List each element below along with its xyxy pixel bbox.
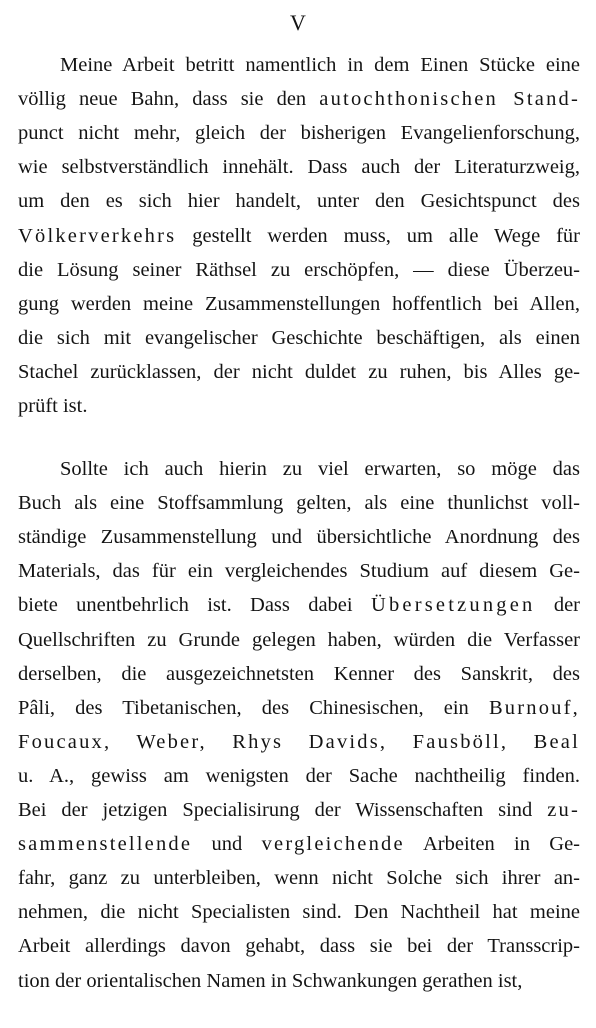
text-run: ständige Zusammenstellung und übersichtliche Anordnung des xyxy=(18,526,580,548)
text-run: der xyxy=(535,594,580,616)
text-line xyxy=(18,929,580,963)
text-run: Arbeit allerdings davon gehabt, dass sie bei der Transscrip- xyxy=(18,935,580,957)
text-run: die sich mit evangelischer Geschichte beschäftigen, als einen xyxy=(18,327,580,349)
text-run: Arbeiten in Ge- xyxy=(404,833,580,855)
spaced-emphasis: autochthonischen Stand- xyxy=(319,88,580,110)
text-run: Sollte ich auch hierin zu viel erwarten, so möge das xyxy=(60,458,580,480)
text-run: und xyxy=(192,833,262,855)
text-run: punct nicht mehr, gleich der bisherigen Evangelienforschung, xyxy=(18,122,580,144)
text-line xyxy=(18,184,580,218)
text-run: fahr, ganz zu unterbleiben, wenn nicht Solche sich ihrer an- xyxy=(18,867,580,889)
text-run: nehmen, die nicht Specialisten sind. Den Nachtheil hat meine xyxy=(18,901,580,923)
text-line xyxy=(18,588,580,622)
text-line xyxy=(18,486,580,520)
text-line xyxy=(18,219,580,253)
text-run: um den es sich hier handelt, unter den Gesichtspunct des xyxy=(18,190,580,212)
text-line xyxy=(18,520,580,554)
spaced-emphasis: vergleichende xyxy=(261,833,405,855)
text-line xyxy=(18,253,580,287)
text-line xyxy=(18,287,580,321)
text-line xyxy=(18,321,580,355)
text-run: Buch als eine Stoffsammlung gelten, als eine thunlichst voll- xyxy=(18,492,580,514)
spaced-emphasis: zu- xyxy=(547,799,580,821)
text-line xyxy=(18,759,580,793)
text-line xyxy=(18,355,580,389)
text-run: die Lösung seiner Räthsel zu erschöpfen, — diese Überzeu- xyxy=(18,259,580,281)
text-line xyxy=(18,657,580,691)
text-run: gung werden meine Zusammenstellungen hoffentlich bei Allen, xyxy=(18,293,580,315)
text-line xyxy=(18,82,580,116)
spaced-emphasis: Völkerverkehrs xyxy=(18,225,177,247)
spaced-emphasis: Burnouf, xyxy=(488,697,580,719)
text-line xyxy=(18,827,580,861)
spaced-emphasis: sammenstellende xyxy=(18,833,193,855)
text-line xyxy=(18,554,580,588)
text-run: Meine Arbeit betritt namentlich in dem Einen Stücke eine xyxy=(60,54,580,76)
text-run: u. A., gewiss am wenigsten der Sache nachtheilig finden. xyxy=(18,765,580,787)
text-line xyxy=(18,964,580,998)
text-run: Bei der jetzigen Specialisirung der Wissenschaften sind xyxy=(18,799,548,821)
text-line xyxy=(18,623,580,657)
text-line xyxy=(18,691,580,725)
text-line xyxy=(18,389,580,423)
spaced-emphasis: Foucaux, Weber, Rhys Davids, Fausböll, Beal xyxy=(18,731,580,753)
text-run: gestellt werden muss, um alle Wege für xyxy=(176,225,580,247)
text-line xyxy=(18,725,580,759)
text-line xyxy=(18,150,580,184)
text-run: Quellschriften zu Grunde gelegen haben, würden die Verfasser xyxy=(18,629,580,651)
text-run: Pâli, des Tibetanischen, des Chinesischen, ein xyxy=(18,697,489,719)
text-line xyxy=(18,895,580,929)
text-run: Materials, das für ein vergleichendes Studium auf diesem Ge- xyxy=(18,560,580,582)
text-run: derselben, die ausgezeichnetsten Kenner des Sanskrit, des xyxy=(18,663,580,685)
text-run: tion der orientalischen Namen in Schwankungen gerathen ist, xyxy=(18,970,523,992)
spaced-emphasis: Übersetzungen xyxy=(370,594,536,616)
text-line xyxy=(18,793,580,827)
text-line xyxy=(60,452,580,486)
page-number: V xyxy=(290,10,306,35)
text-run: völlig neue Bahn, dass sie den xyxy=(18,88,320,110)
text-line xyxy=(18,116,580,150)
text-run: prüft ist. xyxy=(18,395,88,417)
text-run: wie selbstverständlich innehält. Dass auch der Literaturzweig, xyxy=(18,156,580,178)
text-line xyxy=(60,48,580,82)
text-run: Stachel zurücklassen, der nicht duldet zu ruhen, bis Alles ge- xyxy=(18,361,580,383)
text-run: biete unentbehrlich ist. Dass dabei xyxy=(18,594,371,616)
text-line xyxy=(18,861,580,895)
